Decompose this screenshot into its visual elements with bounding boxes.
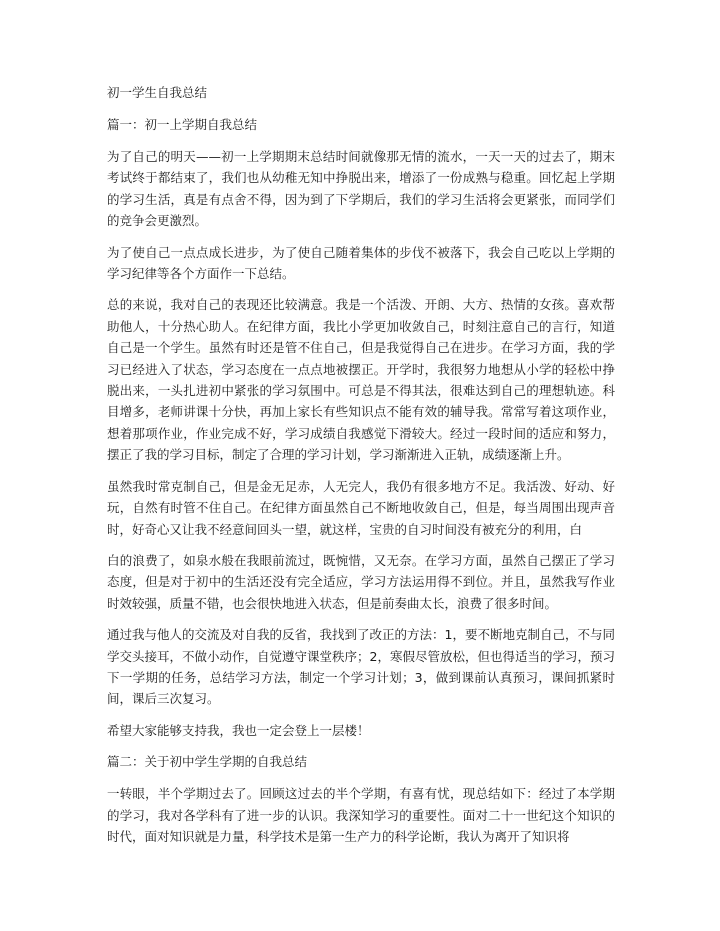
section-heading-1: 篇一：初一上学期自我总结 — [107, 117, 258, 132]
section-1-paragraph-4: 虽然我时常克制自己，但是金无足赤，人无完人，我仍有很多地方不足。我活泼、好动、好玩，自然有时管不住自己。在纪律方面虽然自己不断地收敛自己，但是，每当周围出现声音时，好奇心又让我不经意间回头一望，就这样，宝贵的自习时间没有被充分的利用，白 — [107, 478, 615, 537]
section-1-paragraph-1: 为了自己的明天——初一上学期期末总结时间就像那无情的流水，一天一天的过去了，期末考试终于都结束了，我们也从幼稚无知中挣脱出来，增添了一份成熟与稳重。回忆起上学期的学习生活，真是有点舍不得，因为到了下学期后，我们的学习生活将会更紧张，而同学们的竞争会更激烈。 — [107, 149, 615, 229]
section-1-paragraph-6: 通过我与他人的交流及对自我的反省，我找到了改正的方法：1，要不断地克制自己，不与同学交头接耳，不做小动作，自觉遵守课堂秩序；2，寒假尽管放松，但也得适当的学习，预习下一学期的任务，总结学习方法，制定一个学习计划；3，做到课前认真预习，课间抓紧时间，课后三次复习。 — [107, 627, 615, 707]
section-1-paragraph-2: 为了使自己一点点成长进步，为了使自己随着集体的步伐不被落下，我会自己吃以上学期的学习纪律等各个方面作一下总结。 — [107, 244, 615, 282]
section-heading-2: 篇二：关于初中学生学期的自我总结 — [107, 754, 308, 770]
document-title: 初一学生自我总结 — [107, 85, 208, 100]
section-1-paragraph-5: 白的浪费了，如泉水般在我眼前流过，既惋惜，又无奈。在学习方面，虽然自己摆正了学习态度，但是对于初中的生活还没有完全适应，学习方法运用得不到位。并且，虽然我写作业时效较强，质量不错，也会很快地进入状态，但是前奏曲太长，浪费了很多时间。 — [107, 552, 615, 611]
section-2-paragraph-1: 一转眼，半个学期过去了。回顾这过去的半个学期，有喜有忧，现总结如下：经过了本学期的学习，我对各学科有了进一步的认识。我深知学习的重要性。面对二十一世纪这个知识的时代，面对知识就是力量，科学技术是第一生产力的科学论断，我认为离开了知识将 — [107, 786, 615, 844]
section-1-paragraph-7: 希望大家能够支持我，我也一定会登上一层楼！ — [107, 722, 370, 738]
document-page — [107, 84, 615, 857]
section-1-paragraph-3: 总的来说，我对自己的表现还比较满意。我是一个活泼、开朗、大方、热情的女孩。喜欢帮助他人，十分热心助人。在纪律方面，我比小学更加收敛自己，时刻注意自己的言行，知道自己是一个学生。虽然有时还是管不住自己，但是我觉得自己在进步。在学习方面，我的学习已经进入了状态，学习态度在一点点地被摆正。开学时，我很努力地想从小学的轻松中挣脱出来，一头扎进初中紧张的学习氛围中。可总是不得其法，很难达到自己的理想轨迹。科目增多，老师讲课十分快，再加上家长有些知识点不能有效的辅导我。常常写着这项作业，想着那项作业，作业完成不好，学习成绩自我感觉下滑较大。经过一段时间的适应和努力，摆正了我的学习目标，制定了合理的学习计划，学习渐渐进入正轨，成绩逐渐上升。 — [107, 297, 615, 463]
